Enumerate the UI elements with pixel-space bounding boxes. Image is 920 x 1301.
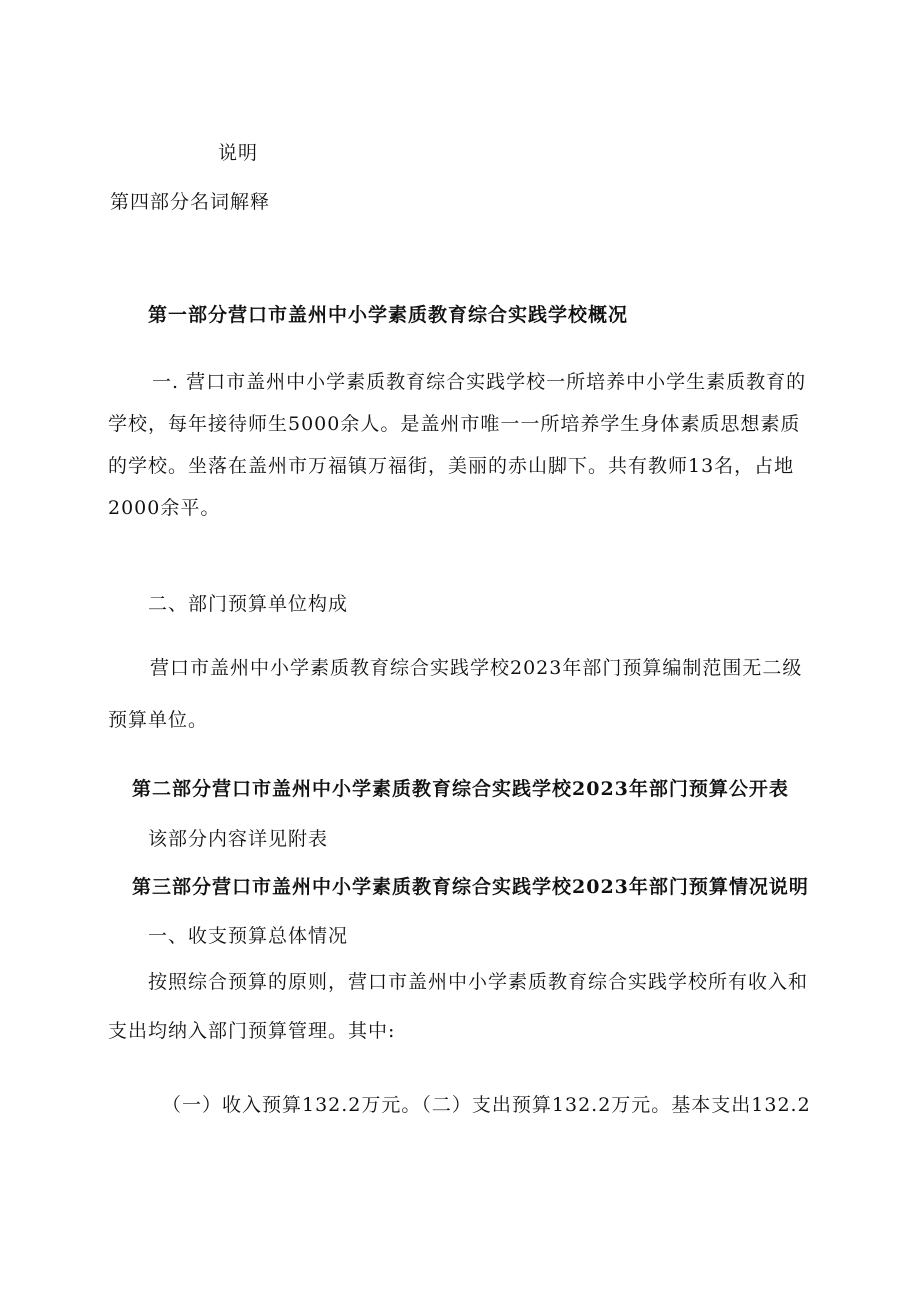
- part2-note: 该部分内容详见附表: [148, 828, 329, 850]
- part3-section1-heading: 一、收支预算总体情况: [148, 925, 349, 947]
- part1-section1-line: 2000余平。: [108, 497, 221, 519]
- part1-section2-heading: 二、部门预算单位构成: [148, 593, 349, 615]
- part1-section2-line: 营口市盖州中小学素质教育综合实践学校2023年部门预算编制范围无二级: [150, 657, 803, 679]
- part3-section1-line: 支出均纳入部门预算管理。其中:: [108, 1020, 396, 1042]
- part1-heading: 第一部分营口市盖州中小学素质教育综合实践学校概况: [148, 304, 629, 326]
- part1-section1-line: 的学校。坐落在盖州市万福镇万福街，美丽的赤山脚下。共有教师13名，占地: [108, 455, 795, 477]
- part1-section1-line: 一. 营口市盖州中小学素质教育综合实践学校一所培养中小学生素质教育的: [152, 371, 807, 393]
- toc-part4-label: 第四部分名词解释: [110, 191, 271, 213]
- part1-section1-line: 学校，每年接待师生5000余人。是盖州市唯一一所培养学生身体素质思想素质: [108, 413, 801, 435]
- toc-explanation-label: 说明: [218, 142, 259, 164]
- part3-heading: 第三部分营口市盖州中小学素质教育综合实践学校2023年部门预算情况说明: [132, 876, 809, 898]
- part2-heading: 第二部分营口市盖州中小学素质教育综合实践学校2023年部门预算公开表: [132, 778, 789, 800]
- part1-section2-line: 预算单位。: [108, 709, 209, 731]
- part3-budget-line: （一）收入预算132.2万元。（二）支出预算132.2万元。基本支出132.2: [162, 1094, 811, 1116]
- part3-section1-line: 按照综合预算的原则，营口市盖州中小学素质教育综合实践学校所有收入和: [148, 971, 809, 993]
